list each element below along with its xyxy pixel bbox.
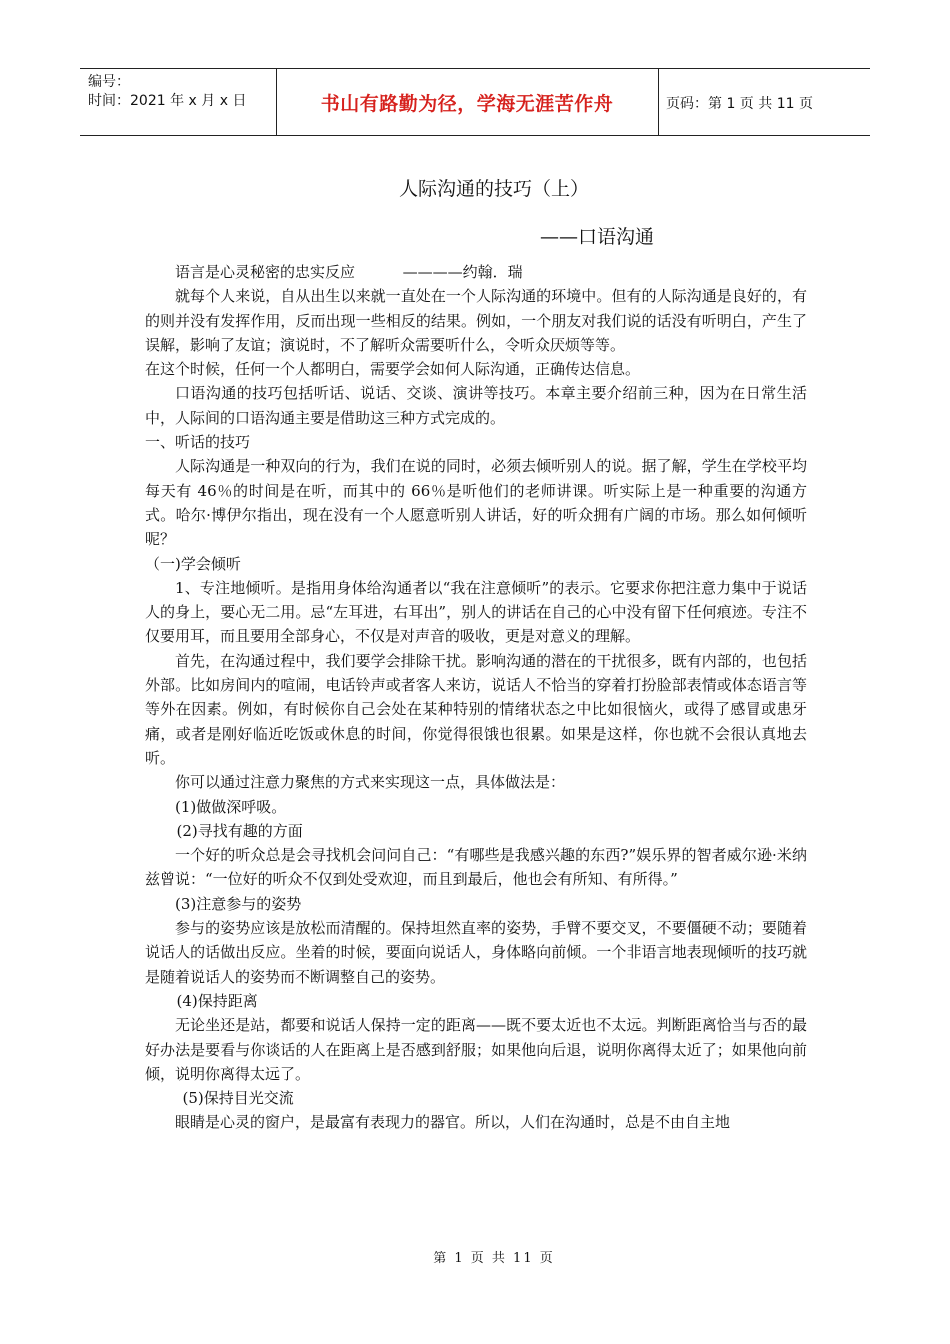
epigraph: 语言是心灵秘密的忠实反应 ————约翰．瑞 (175, 263, 523, 281)
paragraph: 参与的姿势应该是放松而清醒的。保持坦然直率的姿势，手臂不要交叉，不要僵硬不动；要随着说话人的话做出反应。坐着的时候，要面向说话人，身体略向前倾。一个非语言地表现倾听的技巧就是随着说话人的姿势而不断调整自己的姿势。 (145, 919, 807, 986)
paragraph: 你可以通过注意力聚焦的方式来实现这一点，具体做法是： (175, 773, 566, 792)
section-heading: 一、听话的技巧 (145, 433, 251, 452)
list-item: (5)保持目光交流 (182, 1089, 294, 1108)
subsection-heading: （一)学会倾听 (145, 554, 241, 573)
paragraph: 首先，在沟通过程中，我们要学会排除干扰。影响沟通的潜在的干扰很多，既有内部的，也包括外部。比如房间内的喧闹，电话铃声或者客人来访，说话人不恰当的穿着打扮脸部表情或体态语言等等外在因素。例如，有时候你自己会处在某种特别的情绪状态之中比如很恼火，或得了感冒或患牙痛，或者是刚好临近吃饭或休息的时间，你觉得很饿也很累。如果是这样，你也就不会很认真地去听。 (145, 651, 807, 767)
paragraph: 1、专注地倾听。是指用身体给沟通者以“我在注意倾听”的表示。它要求你把注意力集中于说话人的身上，要心无二用。忌“左耳进，右耳出”，别人的讲话在自己的心中没有留下任何痕迹。专注不仅要用耳，而且要用全部身心，不仅是对声音的吸收，更是对意义的理解。 (145, 578, 807, 646)
header-page-number: 页码：第 1 页 共 11 页 (666, 96, 813, 112)
header-divider (658, 69, 659, 135)
list-item: (1)做做深呼吸。 (175, 797, 287, 816)
header-meta (88, 73, 246, 111)
paragraph: 口语沟通的技巧包括听话、说话、交谈、演讲等技巧。本章主要介绍前三种，因为在日常生活中，人际间的口语沟通主要是借助这三种方式完成的。 (145, 384, 807, 427)
paragraph: 就每个人来说，自从出生以来就一直处在一个人际沟通的环境中。但有的人际沟通是良好的，有的则并没有发挥作用，反而出现一些相反的结果。例如，一个朋友对我们说的话没有听明白，产生了误解，影响了友谊；演说时，不了解听众需要听什么，令听众厌烦等等。 (145, 287, 807, 354)
document-body (145, 260, 807, 1135)
document-header (80, 68, 870, 136)
paragraph: 眼睛是心灵的窗户，是最富有表现力的器官。所以，人们在沟通时，总是不由自主地 (175, 1113, 731, 1132)
page-footer: 第 1 页 共 11 页 (433, 1251, 555, 1266)
list-item: (3)注意参与的姿势 (175, 894, 302, 913)
header-number: 编号： (88, 74, 130, 90)
paragraph: 人际沟通是一种双向的行为，我们在说的同时，必须去倾听别人的说。据了解，学生在学校平均每天有 46％的时间是在听，而其中的 66％是听他们的老师讲课。听实际上是一种重要的沟通方式。哈尔·博伊尔指出，现在没有一个人愿意听别人讲话，好的听众拥有广阔的市场。那么如何倾听呢？ (145, 457, 807, 549)
header-divider (276, 69, 277, 135)
list-item: (2)寻找有趣的方面 (176, 821, 303, 840)
document-title: 人际沟通的技巧（上） (398, 178, 589, 200)
header-motto: 书山有路勤为径，学海无涯苦作舟 (320, 93, 614, 115)
paragraph: 在这个时候，任何一个人都明白，需要学会如何人际沟通，正确传达信息。 (145, 360, 641, 379)
list-item: (4)保持距离 (176, 991, 258, 1010)
document-subtitle: ——口语沟通 (540, 226, 655, 248)
header-date: 时间：2021 年 x 月 x 日 (88, 93, 247, 109)
paragraph: 无论坐还是站，都要和说话人保持一定的距离——既不要太近也不太远。判断距离恰当与否的最好办法是要看与你谈话的人在距离上是否感到舒服；如果他向后退，说明你离得太近了；如果他向前倾，说明你离得太远了。 (145, 1016, 807, 1083)
paragraph: 一个好的听众总是会寻找机会问问自己：“有哪些是我感兴趣的东西?”娱乐界的智者威尔逊·米纳兹曾说：“一位好的听众不仅到处受欢迎，而且到最后，他也会有所知、有所得。” (145, 846, 807, 889)
